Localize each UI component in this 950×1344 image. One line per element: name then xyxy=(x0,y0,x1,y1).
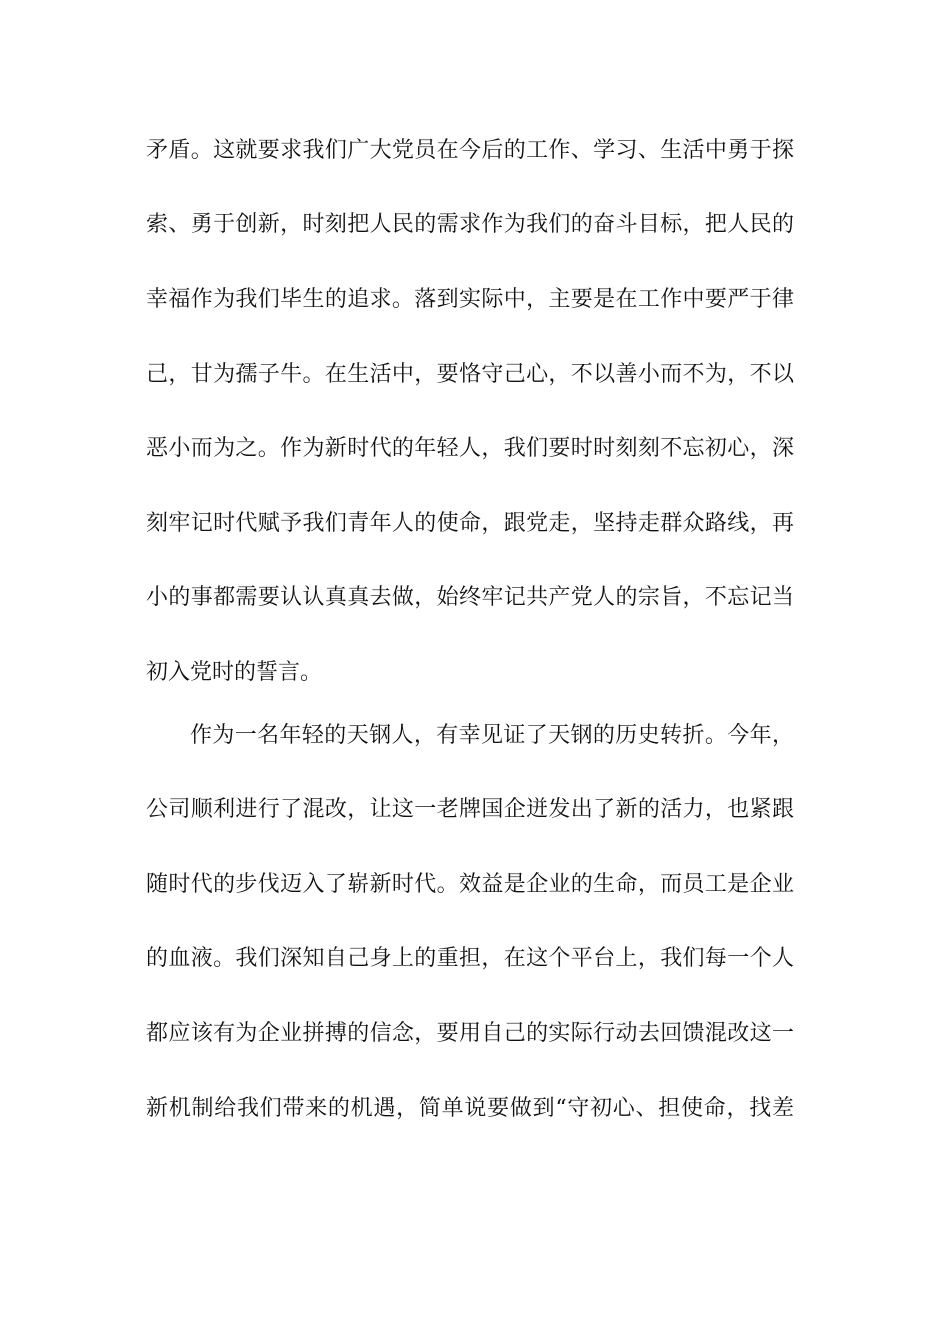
text-line: 恶小而为之。作为新时代的年轻人，我们要时时刻刻不忘初心，深 xyxy=(146,436,794,461)
text-line: 公司顺利进行了混改，让这一老牌国企迸发出了新的活力，也紧跟 xyxy=(146,797,794,822)
text-line: 己，甘为孺子牛。在生活中，要恪守己心，不以善小而不为，不以 xyxy=(146,362,794,387)
text-line: 的血液。我们深知自己身上的重担，在这个平台上，我们每一个人 xyxy=(146,946,794,971)
text-line: 初入党时的誓言。 xyxy=(146,660,323,685)
text-line: 小的事都需要认认真真去做，始终牢记共产党人的宗旨，不忘记当 xyxy=(146,585,794,610)
text-line: 都应该有为企业拼搏的信念，要用自己的实际行动去回馈混改这一 xyxy=(146,1021,794,1046)
text-line: 随时代的步伐迈入了崭新时代。效益是企业的生命，而员工是企业 xyxy=(146,872,794,897)
text-line: 索、勇于创新，时刻把人民的需求作为我们的奋斗目标，把人民的 xyxy=(146,212,794,237)
text-line: 作为一名年轻的天钢人，有幸见证了天钢的历史转折。今年， xyxy=(190,723,794,748)
text-line: 幸福作为我们毕生的追求。落到实际中，主要是在工作中要严于律 xyxy=(146,287,794,312)
text-line: 矛盾。这就要求我们广大党员在今后的工作、学习、生活中勇于探 xyxy=(146,138,794,163)
text-line: 新机制给我们带来的机遇，简单说要做到“守初心、担使命，找差 xyxy=(146,1096,794,1121)
text-line: 刻牢记时代赋予我们青年人的使命，跟党走，坚持走群众路线，再 xyxy=(146,511,794,536)
